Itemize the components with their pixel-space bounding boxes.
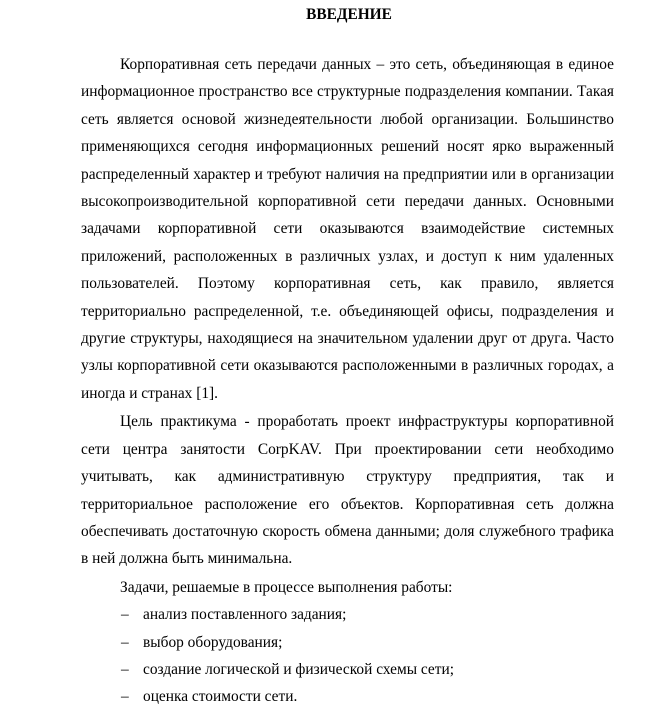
- paragraph-goal: Цель практикума - проработать проект инфраструктуры корпоративной сети центра занятости CorpKAV. При проектировании сети необходимо учитывать, как административную структуру предприятия, так и территориальное расположение его объектов. Корпоративная сеть должна обеспечивать достаточную скорость обмена данными; доля служебного трафика в ней должна быть минимальна.: [81, 413, 614, 568]
- dash-bullet: –: [121, 688, 129, 706]
- document-page: [81, 0, 614, 711]
- list-item-text: создание логической и физической схемы сети;: [143, 660, 454, 678]
- list-item: [81, 601, 614, 628]
- dash-bullet: –: [121, 660, 129, 678]
- paragraph-intro: Корпоративная сеть передачи данных – это сеть, объединяющая в единое информационное пространство все структурные подразделения компании. Такая сеть является основой жизнедеятельности любой организации. Большинство применяющихся сегодня информационных решений носят ярко выраженный распределенный характер и требуют наличия на предприятии или в организации высокопроизводительной корпоративной сети передачи данных. Основными задачами корпоративной сети оказываются взаимодействие системных приложений, расположенных в различных узлах, и доступ к ним удаленных пользователей. Поэтому корпоративная сеть, как правило, является территориально распределенной, т.е. объединяющей офисы, подразделения и другие структуры, находящиеся на значительном удалении друг от друга. Часто узлы корпоративной сети оказываются расположенными в различных городах, а иногда и странах [1].: [81, 56, 614, 402]
- dash-bullet: –: [121, 633, 129, 651]
- list-item-text: оценка стоимости сети.: [143, 688, 298, 706]
- list-item-text: анализ поставленного задания;: [143, 606, 347, 624]
- list-item: [81, 656, 614, 683]
- page-title: ВВЕДЕНИЕ: [306, 6, 392, 23]
- list-item: [81, 683, 614, 710]
- dash-bullet: –: [121, 606, 129, 624]
- task-list: [81, 601, 614, 711]
- list-item: [81, 629, 614, 656]
- list-item-text: выбор оборудования;: [143, 633, 283, 651]
- paragraph-tasks-lead: Задачи, решаемые в процессе выполнения работы:: [120, 578, 453, 596]
